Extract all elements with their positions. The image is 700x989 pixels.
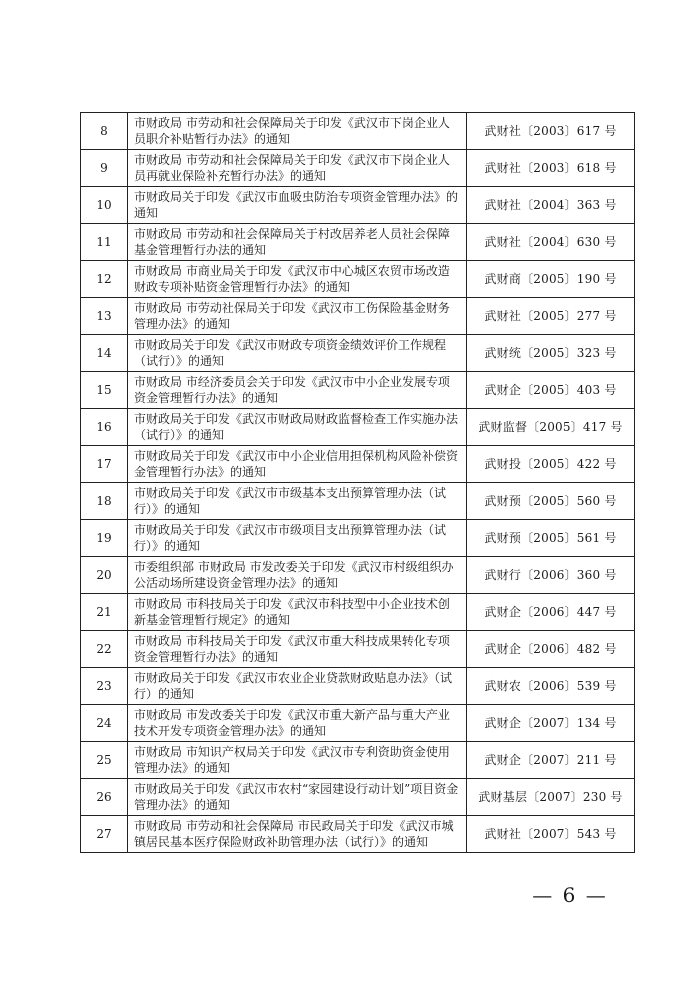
document-title-cell [128,446,467,483]
table-row [81,261,635,298]
table-row [81,631,635,668]
row-number: 14 [81,335,128,372]
document-title: 市财政局关于印发《武汉市农村“家园建设行动计划”项目资金管理办法》的通知 [134,782,459,812]
table-row [81,113,635,150]
row-number: 11 [81,224,128,261]
document-title: 市财政局 市劳动和社会保障局关于印发《武汉市下岗企业人员再就业保险补充暂行办法》的通知 [134,153,450,183]
document-title-cell [128,224,467,261]
table-row [81,298,635,335]
row-number: 20 [81,557,128,594]
document-number: 武财农〔2006〕539 号 [467,668,635,705]
document-title: 市财政局关于印发《武汉市中小企业信用担保机构风险补偿资金管理暂行办法》的通知 [134,449,459,479]
document-title-cell [128,409,467,446]
row-number: 9 [81,150,128,187]
row-number: 19 [81,520,128,557]
document-number: 武财社〔2003〕618 号 [467,150,635,187]
row-number: 21 [81,594,128,631]
document-number: 武财企〔2007〕211 号 [467,742,635,779]
table-row [81,187,635,224]
document-number: 武财企〔2006〕447 号 [467,594,635,631]
document-number: 武财基层〔2007〕230 号 [467,779,635,816]
document-title: 市财政局 市商业局关于印发《武汉市中心城区农贸市场改造财政专项补贴资金管理暂行办法》的通知 [134,264,450,294]
row-number: 26 [81,779,128,816]
table-row [81,668,635,705]
page-number: — 6 — [532,883,608,907]
document-number: 武财社〔2004〕630 号 [467,224,635,261]
row-number: 18 [81,483,128,520]
document-number: 武财社〔2007〕543 号 [467,816,635,853]
table-row [81,372,635,409]
document-title-cell [128,298,467,335]
document-title-cell [128,668,467,705]
document-title-cell [128,742,467,779]
document-title: 市财政局 市发改委关于印发《武汉市重大新产品与重大产业技术开发专项资金管理办法》的通知 [134,708,450,738]
document-number: 武财预〔2005〕561 号 [467,520,635,557]
document-title-cell [128,594,467,631]
table-row [81,409,635,446]
document-number: 武财企〔2005〕403 号 [467,372,635,409]
document-title: 市财政局 市劳动社保局关于印发《武汉市工伤保险基金财务管理办法》的通知 [134,301,450,331]
table-row [81,150,635,187]
table-row [81,557,635,594]
table-body [81,113,635,853]
document-title-cell [128,187,467,224]
row-number: 12 [81,261,128,298]
document-number: 武财监督〔2005〕417 号 [467,409,635,446]
table-row [81,816,635,853]
document-list-table [80,112,635,853]
document-title: 市财政局 市劳动和社会保障局 市民政局关于印发《武汉市城镇居民基本医疗保险财政补助管理办法（试行）》的通知 [134,819,454,849]
row-number: 27 [81,816,128,853]
row-number: 8 [81,113,128,150]
document-number: 武财行〔2006〕360 号 [467,557,635,594]
document-number: 武财预〔2005〕560 号 [467,483,635,520]
document-title: 市委组织部 市财政局 市发改委关于印发《武汉市村级组织办公活动场所建设资金管理办法》的通知 [134,560,454,590]
row-number: 22 [81,631,128,668]
document-title-cell [128,261,467,298]
document-title: 市财政局关于印发《武汉市农业企业贷款财政贴息办法》（试行）的通知 [134,671,453,701]
document-number: 武财商〔2005〕190 号 [467,261,635,298]
document-title-cell [128,372,467,409]
document-title-cell [128,779,467,816]
document-title: 市财政局关于印发《武汉市财政局财政监督检查工作实施办法（试行）》的通知 [134,412,459,442]
row-number: 10 [81,187,128,224]
document-title: 市财政局关于印发《武汉市财政专项资金绩效评价工作规程（试行）》的通知 [134,338,447,368]
row-number: 13 [81,298,128,335]
table-row [81,335,635,372]
table-row [81,705,635,742]
document-number: 武财社〔2003〕617 号 [467,113,635,150]
document-number: 武财社〔2005〕277 号 [467,298,635,335]
document-title-cell [128,335,467,372]
row-number: 17 [81,446,128,483]
table-row [81,779,635,816]
document-title-cell [128,483,467,520]
document-number: 武财统〔2005〕323 号 [467,335,635,372]
document-title: 市财政局关于印发《武汉市市级项目支出预算管理办法（试行）》的通知 [134,523,447,553]
table-row [81,446,635,483]
table-row [81,742,635,779]
document-title-cell [128,520,467,557]
table-row [81,483,635,520]
document-number: 武财投〔2005〕422 号 [467,446,635,483]
row-number: 24 [81,705,128,742]
row-number: 25 [81,742,128,779]
row-number: 15 [81,372,128,409]
document-title: 市财政局 市经济委员会关于印发《武汉市中小企业发展专项资金管理暂行办法》的通知 [134,375,450,405]
document-title-cell [128,816,467,853]
document-title: 市财政局关于印发《武汉市市级基本支出预算管理办法（试行）》的通知 [134,486,447,516]
document-title: 市财政局关于印发《武汉市血吸虫防治专项资金管理办法》的通知 [134,190,459,220]
document-number: 武财社〔2004〕363 号 [467,187,635,224]
document-title-cell [128,557,467,594]
document-title-cell [128,150,467,187]
document-title: 市财政局 市知识产权局关于印发《武汉市专利资助资金使用管理办法》的通知 [134,745,450,775]
row-number: 16 [81,409,128,446]
row-number: 23 [81,668,128,705]
table-row [81,594,635,631]
document-title-cell [128,705,467,742]
document-number: 武财企〔2006〕482 号 [467,631,635,668]
document-title-cell [128,631,467,668]
document-title: 市财政局 市科技局关于印发《武汉市科技型中小企业技术创新基金管理暂行规定》的通知 [134,597,450,627]
document-title-cell [128,113,467,150]
table-row [81,520,635,557]
table-row [81,224,635,261]
document-title: 市财政局 市科技局关于印发《武汉市重大科技成果转化专项资金管理暂行办法》的通知 [134,634,450,664]
document-number: 武财企〔2007〕134 号 [467,705,635,742]
document-title: 市财政局 市劳动和社会保障局关于村改居养老人员社会保障基金管理暂行办法的通知 [134,227,450,257]
document-title: 市财政局 市劳动和社会保障局关于印发《武汉市下岗企业人员职介补贴暂行办法》的通知 [134,116,450,146]
